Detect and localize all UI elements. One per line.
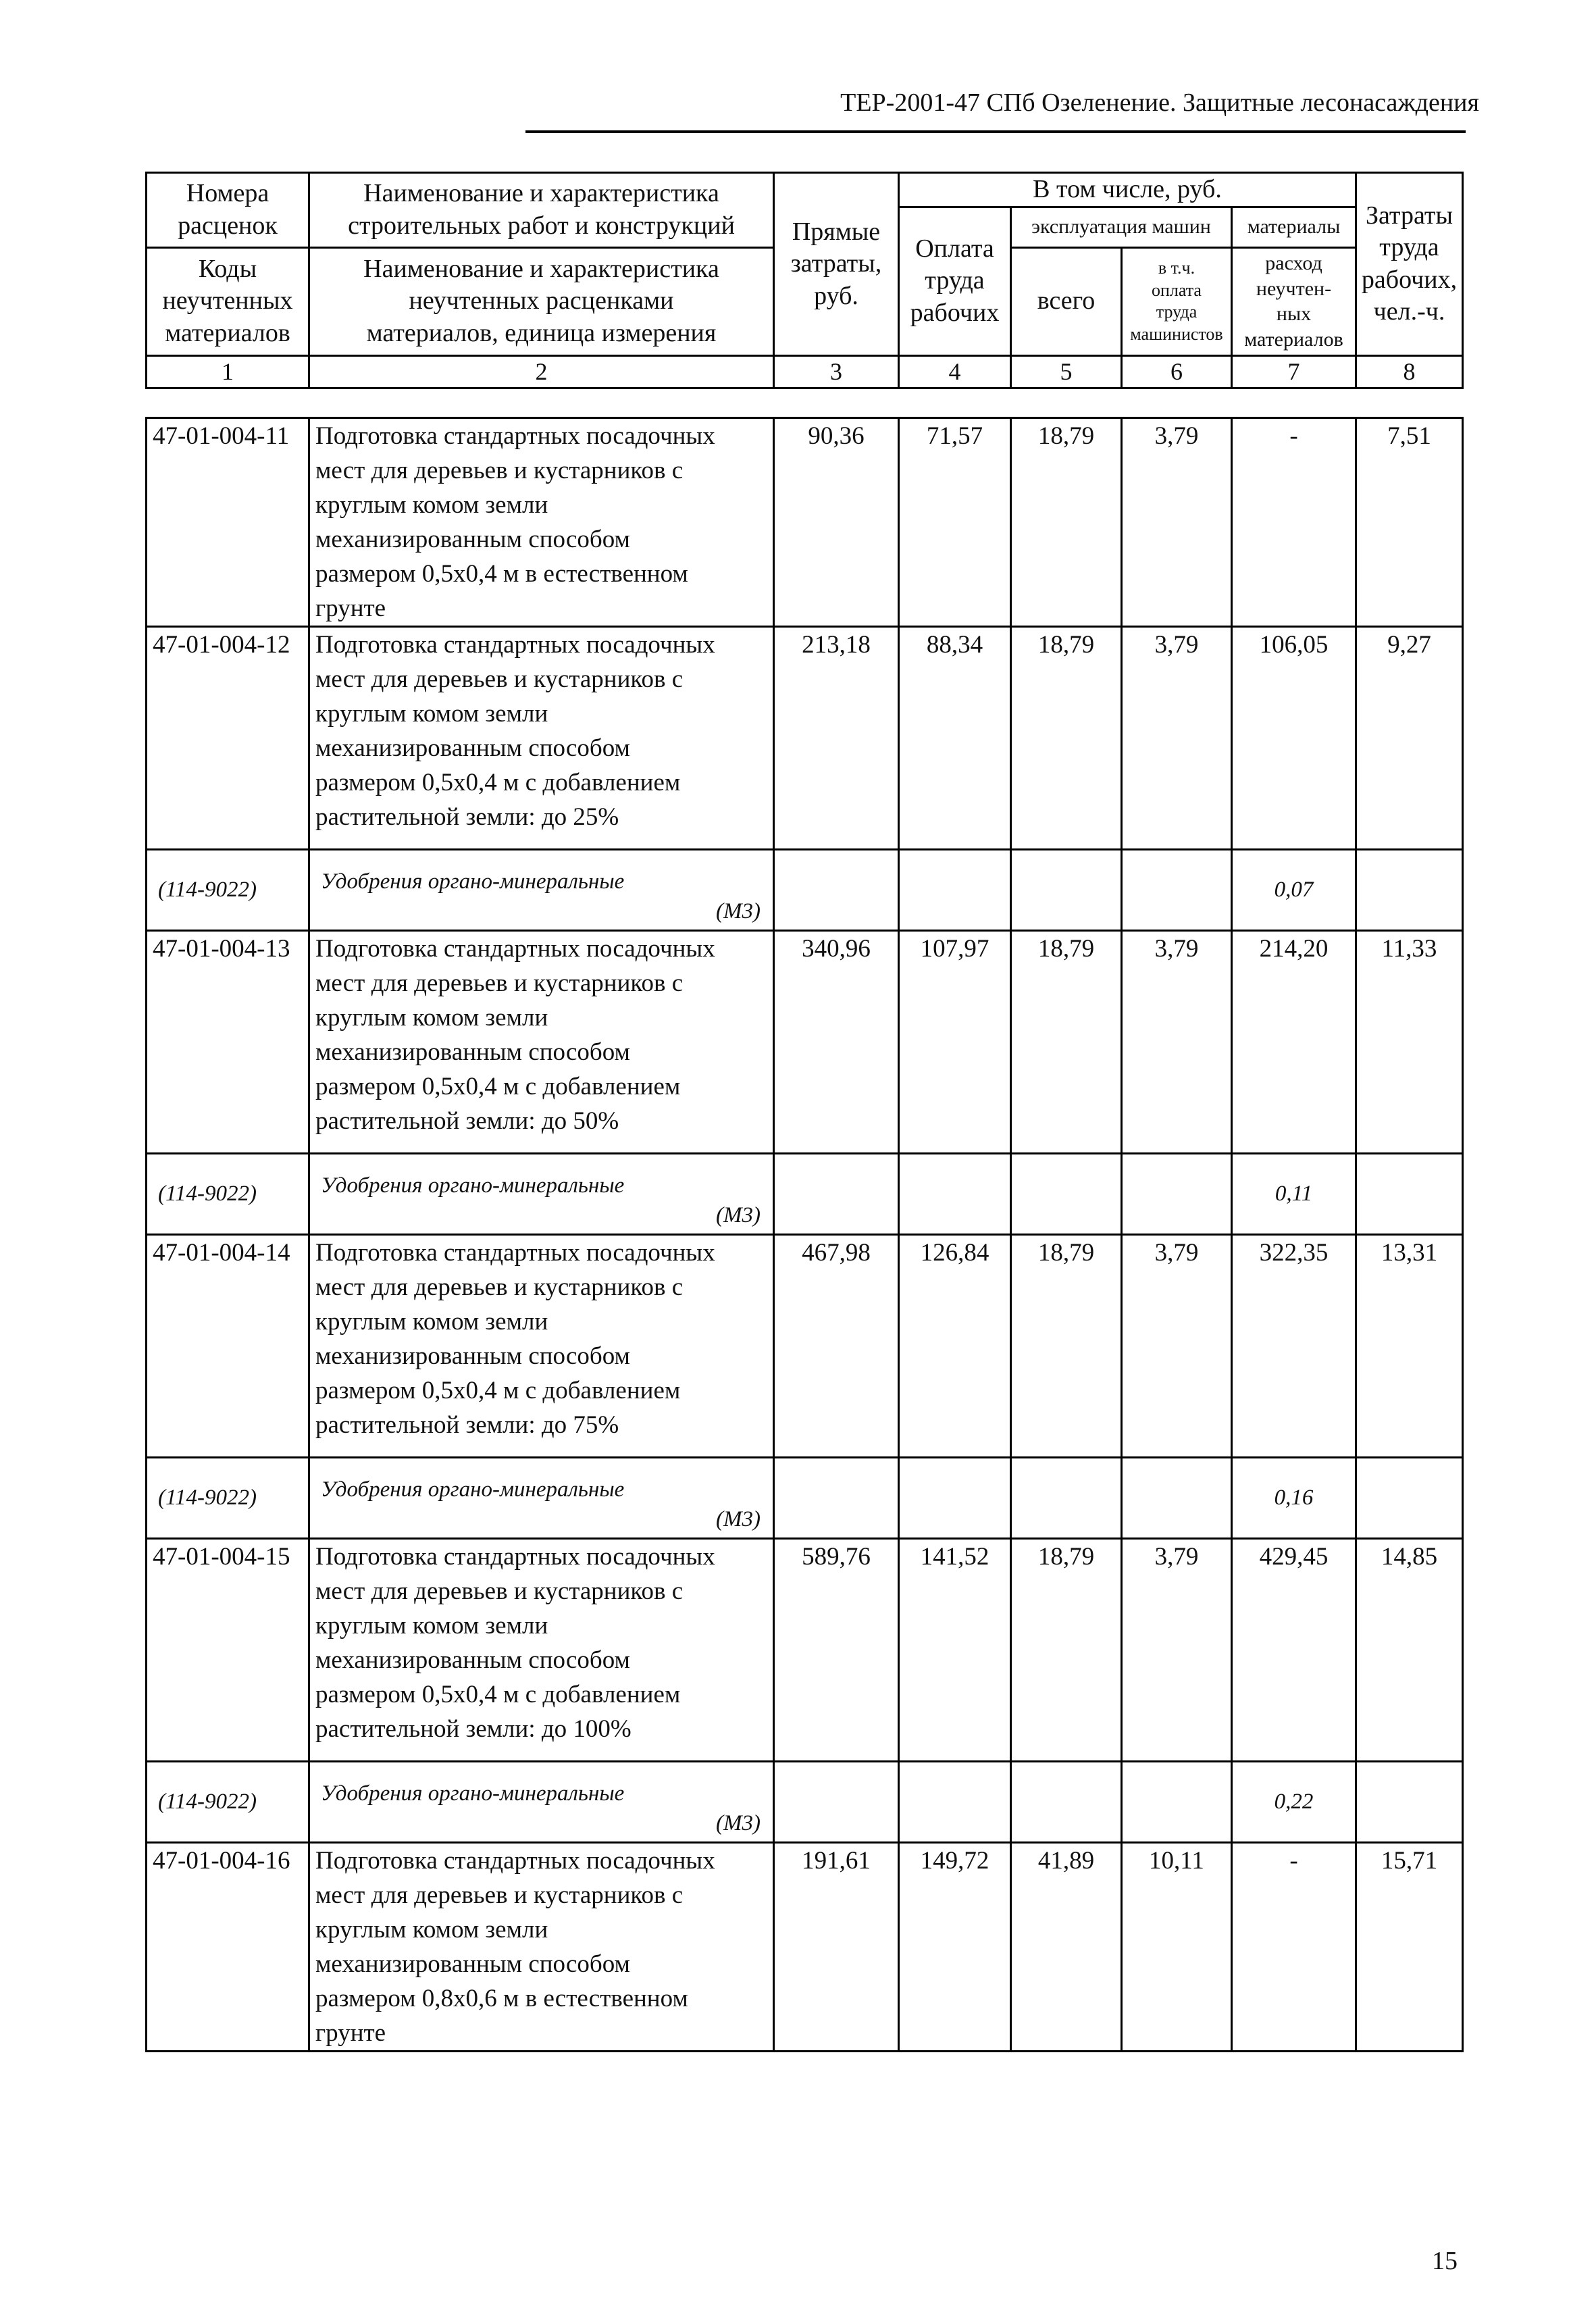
labor-hours: 14,85 (1356, 1539, 1463, 1762)
labor-hours: 9,27 (1356, 627, 1463, 850)
col5-header: всего (1011, 247, 1122, 355)
labor-hours: 15,71 (1356, 1843, 1463, 2052)
work-description: Подготовка стандартных посадочных мест для деревьев и кустарников с круглым комом земли механизированным способом размером 0,5х0,4 м с добавлением растительной земли: до 100% (309, 1539, 774, 1762)
machines-total: 18,79 (1011, 418, 1122, 627)
labor-hours: 13,31 (1356, 1235, 1463, 1458)
table-row (147, 931, 1463, 1154)
direct-cost: 90,36 (774, 418, 899, 627)
materials-cost: - (1232, 1843, 1356, 2052)
material-quantity: 0,07 (1232, 850, 1356, 931)
column-number: 5 (1011, 355, 1122, 388)
material-row (147, 1762, 1463, 1843)
direct-cost: 213,18 (774, 627, 899, 850)
col2-header-top: Наименование и характеристика строительных работ и конструкций (309, 173, 774, 248)
col8-header: Затраты труда рабочих, чел.-ч. (1356, 173, 1463, 356)
machinists-pay: 3,79 (1122, 627, 1232, 850)
material-row (147, 850, 1463, 931)
col2-header-bottom: Наименование и характеристика неучтенных расценками материалов, единица измерения (309, 247, 774, 355)
material-code: (114-9022) (147, 850, 309, 931)
machinists-pay: 3,79 (1122, 1235, 1232, 1458)
column-number: 2 (309, 355, 774, 388)
table-row (147, 1843, 1463, 2052)
rate-code: 47-01-004-12 (147, 627, 309, 850)
machines-total: 18,79 (1011, 931, 1122, 1154)
material-name: Удобрения органо-минеральные (М3) (309, 1762, 774, 1843)
rate-code: 47-01-004-15 (147, 1539, 309, 1762)
column-number: 7 (1232, 355, 1356, 388)
material-row (147, 1154, 1463, 1235)
materials-cost: 214,20 (1232, 931, 1356, 1154)
rate-code: 47-01-004-11 (147, 418, 309, 627)
labor-cost: 107,97 (899, 931, 1011, 1154)
work-description: Подготовка стандартных посадочных мест для деревьев и кустарников с круглым комом земли механизированным способом размером 0,5х0,4 м с добавлением растительной земли: до 25% (309, 627, 774, 850)
column-number: 6 (1122, 355, 1232, 388)
column-number: 4 (899, 355, 1011, 388)
material-quantity: 0,22 (1232, 1762, 1356, 1843)
column-number: 1 (147, 355, 309, 388)
machines-total: 41,89 (1011, 1843, 1122, 2052)
materials-header: материалы (1232, 207, 1356, 247)
direct-cost: 191,61 (774, 1843, 899, 2052)
table-row (147, 1235, 1463, 1458)
rates-table (145, 417, 1464, 2052)
materials-cost: 322,35 (1232, 1235, 1356, 1458)
col4-header: Оплата труда рабочих (899, 207, 1011, 355)
labor-cost: 149,72 (899, 1843, 1011, 2052)
page-number: 15 (1432, 2247, 1458, 2275)
material-code: (114-9022) (147, 1458, 309, 1539)
material-name: Удобрения органо-минеральные (М3) (309, 850, 774, 931)
col1-header-bottom: Коды неучтенных материалов (147, 247, 309, 355)
materials-cost: - (1232, 418, 1356, 627)
machines-total: 18,79 (1011, 1235, 1122, 1458)
machines-total: 18,79 (1011, 627, 1122, 850)
rate-code: 47-01-004-14 (147, 1235, 309, 1458)
labor-hours: 7,51 (1356, 418, 1463, 627)
col1-header-top: Номера расценок (147, 173, 309, 248)
title-divider (525, 130, 1466, 133)
materials-cost: 429,45 (1232, 1539, 1356, 1762)
materials-cost: 106,05 (1232, 627, 1356, 850)
material-quantity: 0,16 (1232, 1458, 1356, 1539)
work-description: Подготовка стандартных посадочных мест для деревьев и кустарников с круглым комом земли механизированным способом размером 0,5х0,4 м с добавлением растительной земли: до 75% (309, 1235, 774, 1458)
col3-header: Прямые затраты, руб. (774, 173, 899, 356)
labor-cost: 71,57 (899, 418, 1011, 627)
table-row (147, 1539, 1463, 1762)
labor-cost: 141,52 (899, 1539, 1011, 1762)
material-name: Удобрения органо-минеральные (М3) (309, 1458, 774, 1539)
column-number: 8 (1356, 355, 1463, 388)
table-row (147, 418, 1463, 627)
machinists-pay: 10,11 (1122, 1843, 1232, 2052)
work-description: Подготовка стандартных посадочных мест для деревьев и кустарников с круглым комом земли механизированным способом размером 0,5х0,4 м с добавлением растительной земли: до 50% (309, 931, 774, 1154)
page-title: ТЕР-2001-47 СПб Озеленение. Защитные лесонасаждения (840, 88, 1479, 117)
rate-code: 47-01-004-13 (147, 931, 309, 1154)
machinists-pay: 3,79 (1122, 931, 1232, 1154)
group-header: В том числе, руб. (899, 173, 1356, 207)
material-code: (114-9022) (147, 1154, 309, 1235)
machines-total: 18,79 (1011, 1539, 1122, 1762)
direct-cost: 467,98 (774, 1235, 899, 1458)
material-quantity: 0,11 (1232, 1154, 1356, 1235)
column-number: 3 (774, 355, 899, 388)
col6-header: в т.ч. оплата труда машинистов (1122, 247, 1232, 355)
col7-header: расход неучтен- ных материалов (1232, 247, 1356, 355)
table-header (145, 172, 1464, 389)
table-row (147, 627, 1463, 850)
rate-code: 47-01-004-16 (147, 1843, 309, 2052)
direct-cost: 340,96 (774, 931, 899, 1154)
machines-header: эксплуатация машин (1011, 207, 1232, 247)
work-description: Подготовка стандартных посадочных мест для деревьев и кустарников с круглым комом земли механизированным способом размером 0,5х0,4 м в естественном грунте (309, 418, 774, 627)
machinists-pay: 3,79 (1122, 1539, 1232, 1762)
labor-hours: 11,33 (1356, 931, 1463, 1154)
material-row (147, 1458, 1463, 1539)
labor-cost: 126,84 (899, 1235, 1011, 1458)
labor-cost: 88,34 (899, 627, 1011, 850)
machinists-pay: 3,79 (1122, 418, 1232, 627)
direct-cost: 589,76 (774, 1539, 899, 1762)
material-name: Удобрения органо-минеральные (М3) (309, 1154, 774, 1235)
material-code: (114-9022) (147, 1762, 309, 1843)
work-description: Подготовка стандартных посадочных мест для деревьев и кустарников с круглым комом земли механизированным способом размером 0,8х0,6 м в естественном грунте (309, 1843, 774, 2052)
